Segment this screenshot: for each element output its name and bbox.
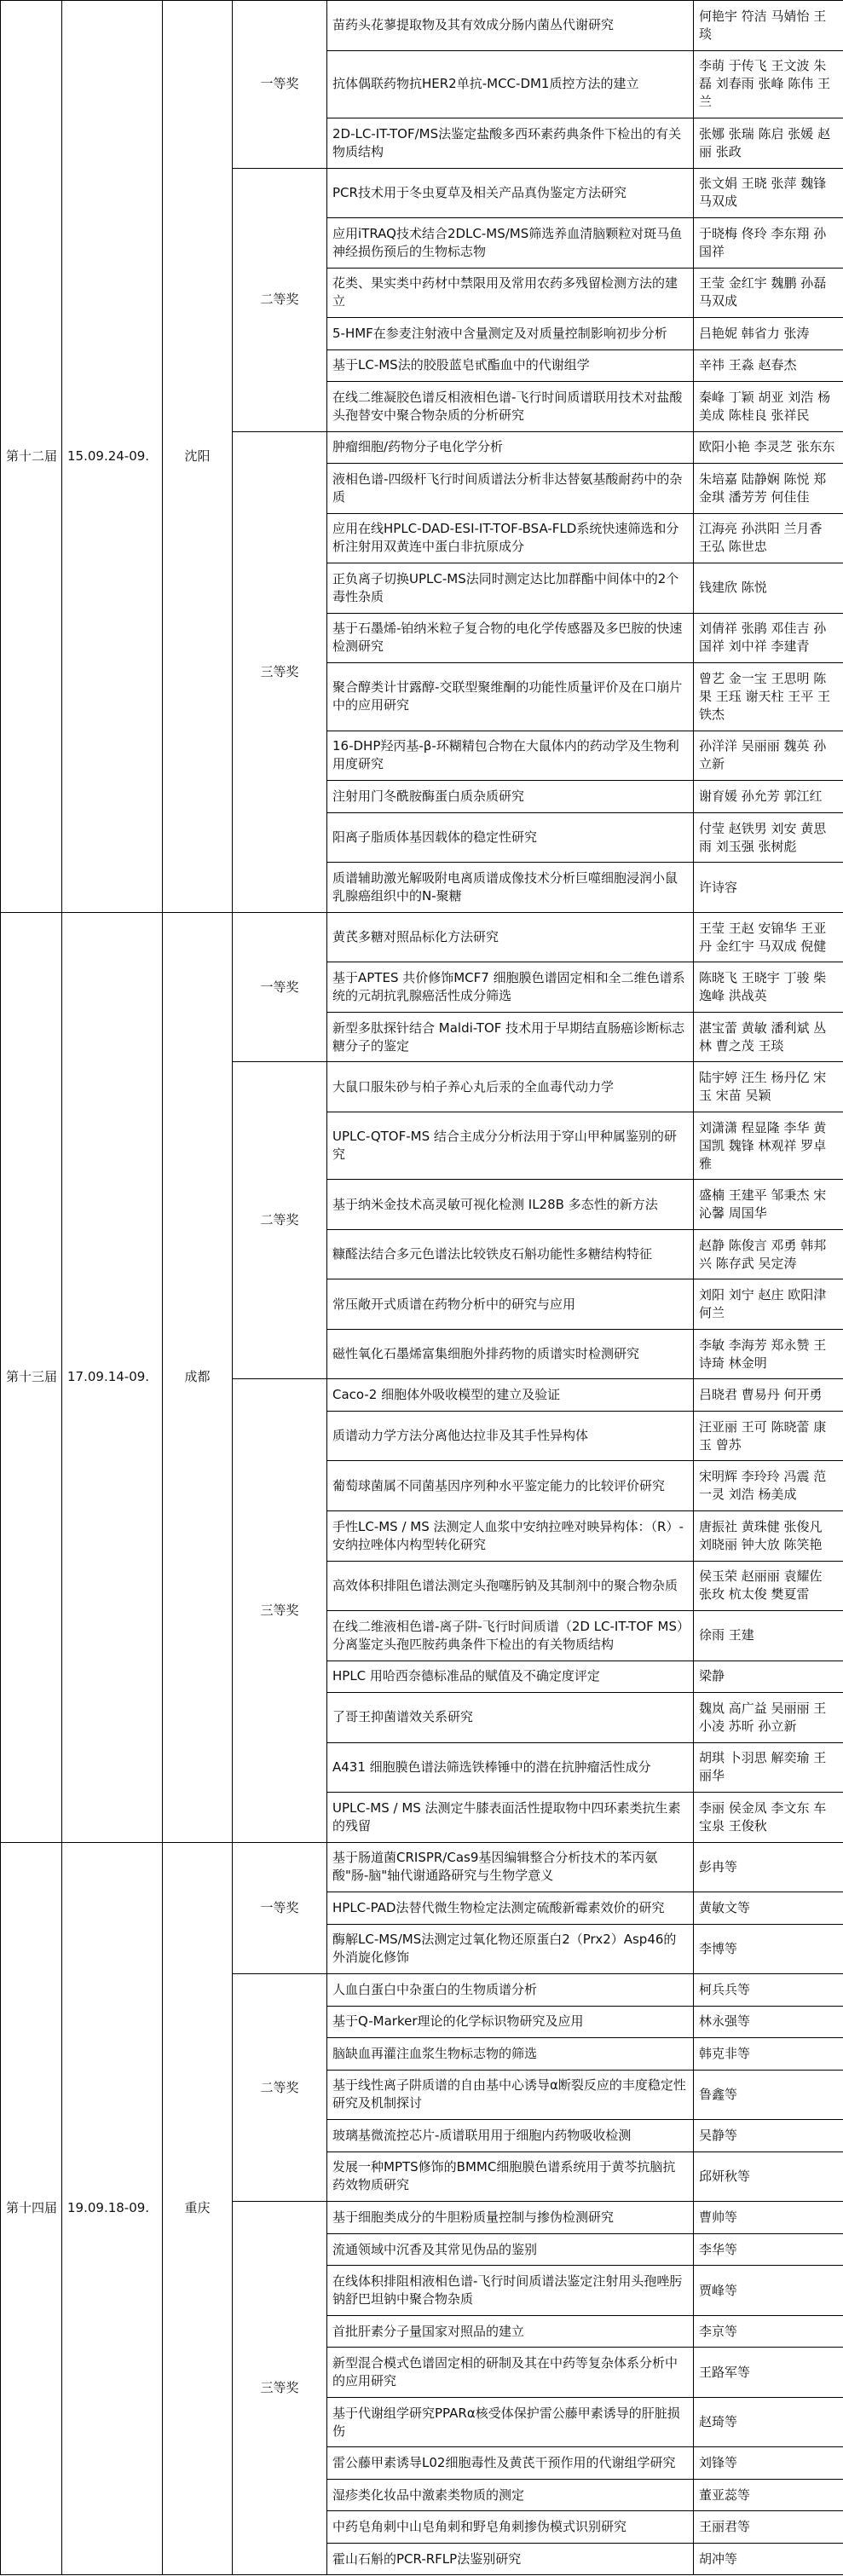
authors-cell: 钱建欣 陈悦 <box>694 563 843 614</box>
authors-cell: 欧阳小艳 李灵芝 张东东 <box>694 431 843 464</box>
project-title-cell: 雷公藤甲素诱导L02细胞毒性及黄芪干预作用的代谢组学研究 <box>327 2447 694 2480</box>
authors-cell: 徐雨 王建 <box>694 1611 843 1661</box>
project-title-cell: 基于线性离子阱质谱的自由基中心诱导α断裂反应的丰度稳定性研究及机制探讨 <box>327 2070 694 2120</box>
project-title-cell: 花类、果实类中药材中禁限用及常用农药多残留检测方法的建立 <box>327 268 694 318</box>
authors-cell: 何艳宇 符洁 马婧怡 王琰 <box>694 1 843 51</box>
edition-cell: 第十四届 <box>1 1842 62 2575</box>
project-title-cell: 高效体积排阻色谱法测定头孢噻肟钠及其制剂中的聚合物杂质 <box>327 1561 694 1611</box>
authors-cell: 胡冲等 <box>694 2543 843 2575</box>
project-title-cell: 应用iTRAQ技术结合2DLC-MS/MS筛选养血清脑颗粒对斑马鱼神经损伤预后的生物标志物 <box>327 218 694 269</box>
date-cell: 19.09.18-09. <box>62 1842 163 2575</box>
project-title-cell: 抗体偶联药物抗HER2单抗-MCC-DM1质控方法的建立 <box>327 50 694 118</box>
award-grade-cell: 二等奖 <box>233 1062 327 1379</box>
authors-cell: 陆宇婷 汪生 杨丹亿 宋玉 宋苗 吴颖 <box>694 1062 843 1112</box>
project-title-cell: 苗药头花蓼提取物及其有效成分肠内菌丛代谢研究 <box>327 1 694 51</box>
project-title-cell: 2D-LC-IT-TOF/MS法鉴定盐酸多西环素药典条件下检出的有关物质结构 <box>327 118 694 169</box>
authors-cell: 胡琪 卜羽思 解奕瑜 王丽华 <box>694 1742 843 1793</box>
authors-cell: 张娜 张瑞 陈启 张媛 赵丽 张政 <box>694 118 843 169</box>
authors-cell: 黄敏文等 <box>694 1892 843 1925</box>
authors-cell: 赵静 陈俊言 邓勇 韩邦兴 陈存武 吴定涛 <box>694 1229 843 1279</box>
award-grade-cell: 三等奖 <box>233 431 327 912</box>
authors-cell: 曾艺 金一宝 王思明 陈果 王珏 谢天柱 王平 王铁杰 <box>694 663 843 731</box>
project-title-cell: 质谱动力学方法分离他达拉非及其手性异构体 <box>327 1411 694 1461</box>
city-cell: 沈阳 <box>163 1 233 913</box>
city-cell: 成都 <box>163 912 233 1842</box>
authors-cell: 许诗容 <box>694 863 843 913</box>
project-title-cell: PCR技术用于冬虫夏草及相关产品真伪鉴定方法研究 <box>327 168 694 218</box>
project-title-cell: 基于细胞类成分的牛胆粉质量控制与掺伪检测研究 <box>327 2202 694 2234</box>
authors-cell: 汪亚丽 王可 陈晓蕾 康玉 曾苏 <box>694 1411 843 1461</box>
award-grade-cell: 一等奖 <box>233 1 327 169</box>
authors-cell: 彭冉等 <box>694 1842 843 1892</box>
project-title-cell: 在线二维凝胶色谱反相液相色谱-飞行时间质谱联用技术对盐酸头孢替安中聚合物杂质的分析研究 <box>327 382 694 432</box>
project-title-cell: 16-DHP羟丙基-β-环糊精包合物在大鼠体内的药动学及生物利用度研究 <box>327 731 694 781</box>
project-title-cell: 新型多肽探针结合 Maldi-TOF 技术用于早期结直肠癌诊断标志糖分子的鉴定 <box>327 1012 694 1062</box>
project-title-cell: 液相色谱-四级杆飞行时间质谱法分析非达替氨基酸耐药中的杂质 <box>327 464 694 514</box>
project-title-cell: HPLC-PAD法替代微生物检定法测定硫酸新霉素效价的研究 <box>327 1892 694 1925</box>
authors-cell: 朱培嘉 陆静娴 陈悦 郑金琪 潘芳芳 何佳佳 <box>694 464 843 514</box>
date-cell: 15.09.24-09. <box>62 1 163 913</box>
authors-cell: 王莹 王赵 安锦华 王亚丹 金红宇 马双成 倪健 <box>694 912 843 962</box>
project-title-cell: 玻璃基微流控芯片-质谱联用用于细胞内药物吸收检测 <box>327 2120 694 2152</box>
project-title-cell: 基于肠道菌CRISPR/Cas9基因编辑整合分析技术的苯丙氨酸"肠-脑"轴代谢通路研究与生物学意义 <box>327 1842 694 1892</box>
authors-cell: 吕艳妮 韩省力 张涛 <box>694 318 843 350</box>
project-title-cell: HPLC 用哈西奈德标准品的赋值及不确定度评定 <box>327 1661 694 1693</box>
authors-cell: 林永强等 <box>694 2006 843 2038</box>
table-row <box>1 1842 843 1892</box>
project-title-cell: 常压敞开式质谱在药物分析中的研究与应用 <box>327 1279 694 1330</box>
project-title-cell: A431 细胞膜色谱法筛选铁棒锤中的潜在抗肿瘤活性成分 <box>327 1742 694 1793</box>
authors-cell: 刘阳 刘宁 赵庄 欧阳津 何兰 <box>694 1279 843 1330</box>
authors-cell: 盛楠 王建平 邹秉杰 宋沁馨 周国华 <box>694 1180 843 1230</box>
project-title-cell: 手性LC-MS / MS 法测定人血浆中安纳拉唑对映异构体：（R）-安纳拉唑体内构型转化研究 <box>327 1510 694 1561</box>
authors-cell: 王丽君等 <box>694 2511 843 2544</box>
award-grade-cell: 三等奖 <box>233 2202 327 2575</box>
project-title-cell: 在线二维液相色谱-离子阱-飞行时间质谱（2D LC-IT-TOF MS）分离鉴定头孢匹胺药典条件下检出的有关物质结构 <box>327 1611 694 1661</box>
project-title-cell: 磁性氧化石墨烯富集细胞外排药物的质谱实时检测研究 <box>327 1329 694 1379</box>
authors-cell: 王莹 金红宇 魏鹏 孙磊 马双成 <box>694 268 843 318</box>
authors-cell: 柯兵兵等 <box>694 1974 843 2007</box>
city-cell: 重庆 <box>163 1842 233 2575</box>
project-title-cell: 5-HMF在参麦注射液中含量测定及对质量控制影响初步分析 <box>327 318 694 350</box>
authors-cell: 吴静等 <box>694 2120 843 2152</box>
project-title-cell: 酶解LC-MS/MS法测定过氧化物还原蛋白2（Prx2）Asp46的外消旋化修饰 <box>327 1924 694 1974</box>
authors-cell: 秦峰 丁颖 胡亚 刘浩 杨美成 陈桂良 张祥民 <box>694 382 843 432</box>
authors-cell: 李京等 <box>694 2315 843 2348</box>
project-title-cell: 霍山石斛的PCR-RFLP法鉴别研究 <box>327 2543 694 2575</box>
project-title-cell: 肿瘤细胞/药物分子电化学分析 <box>327 431 694 464</box>
project-title-cell: 基于代谢组学研究PPARα核受体保护雷公藤甲素诱导的肝脏损伤 <box>327 2397 694 2447</box>
authors-cell: 赵琦等 <box>694 2397 843 2447</box>
authors-cell: 唐振社 黄珠健 张俊凡 刘晓丽 钟大放 陈笑艳 <box>694 1510 843 1561</box>
authors-cell: 宋明辉 李玲玲 冯震 范一灵 刘浩 杨美成 <box>694 1461 843 1511</box>
project-title-cell: 在线体积排阻相液相色谱-飞行时间质谱法鉴定注射用头孢唑肟钠舒巴坦钠中聚合物杂质 <box>327 2266 694 2316</box>
authors-cell: 陈晓飞 王晓宇 丁骏 柴逸峰 洪战英 <box>694 962 843 1013</box>
project-title-cell: 湿疹类化妆品中激素类物质的测定 <box>327 2479 694 2511</box>
authors-cell: 刘锋等 <box>694 2447 843 2480</box>
authors-cell: 吕晓君 曹易丹 何开勇 <box>694 1379 843 1412</box>
authors-cell: 谢育媛 孙允芳 郭江红 <box>694 781 843 813</box>
authors-cell: 李丽 侯金凤 李文东 车宝泉 王俊秋 <box>694 1793 843 1843</box>
project-title-cell: 聚合醇类计甘露醇-交联型聚维酮的功能性质量评价及在口崩片中的应用研究 <box>327 663 694 731</box>
project-title-cell: 发展一种MPTS修饰的BMMC细胞膜色谱系统用于黄芩抗脑抗药效物质研究 <box>327 2151 694 2202</box>
authors-cell: 李华等 <box>694 2233 843 2266</box>
date-cell: 17.09.14-09. <box>62 912 163 1842</box>
project-title-cell: UPLC-MS / MS 法测定牛膝表面活性提取物中四环素类抗生素的残留 <box>327 1793 694 1843</box>
authors-cell: 韩克非等 <box>694 2038 843 2071</box>
authors-cell: 付莹 赵铁男 刘安 黄思雨 刘玉强 张树彪 <box>694 812 843 863</box>
project-title-cell: 人血白蛋白中杂蛋白的生物质谱分析 <box>327 1974 694 2007</box>
project-title-cell: 基于石墨烯-铂纳米粒子复合物的电化学传感器及多巴胺的快速检测研究 <box>327 613 694 663</box>
edition-cell: 第十二届 <box>1 1 62 913</box>
authors-cell: 梁静 <box>694 1661 843 1693</box>
authors-cell: 李博等 <box>694 1924 843 1974</box>
award-grade-cell: 三等奖 <box>233 1379 327 1842</box>
project-title-cell: Caco-2 细胞体外吸收模型的建立及验证 <box>327 1379 694 1412</box>
award-grade-cell: 二等奖 <box>233 1974 327 2202</box>
project-title-cell: 正负离子切换UPLC-MS法同时测定达比加群酯中间体中的2个毒性杂质 <box>327 563 694 614</box>
authors-cell: 辛祎 王淼 赵春杰 <box>694 349 843 382</box>
edition-cell: 第十三届 <box>1 912 62 1842</box>
authors-cell: 董亚蕊等 <box>694 2479 843 2511</box>
project-title-cell: UPLC-QTOF-MS 结合主成分分析法用于穿山甲种属鉴别的研究 <box>327 1112 694 1180</box>
authors-cell: 李敏 李海芳 郑永赞 王诗琦 林金明 <box>694 1329 843 1379</box>
authors-cell: 湛宝蕾 黄敏 潘利斌 丛林 曹之茂 王琰 <box>694 1012 843 1062</box>
project-title-cell: 中药皂角刺中山皂角刺和野皂角刺掺伪模式识别研究 <box>327 2511 694 2544</box>
award-grade-cell: 一等奖 <box>233 1842 327 1974</box>
authors-cell: 王路军等 <box>694 2348 843 2398</box>
project-title-cell: 阳离子脂质体基因载体的稳定性研究 <box>327 812 694 863</box>
project-title-cell: 基于Q-Marker理论的化学标识物研究及应用 <box>327 2006 694 2038</box>
award-grade-cell: 二等奖 <box>233 168 327 431</box>
authors-cell: 孙洋洋 吴丽丽 魏英 孙立新 <box>694 731 843 781</box>
authors-cell: 于晓梅 佟玲 李东翔 孙国祥 <box>694 218 843 269</box>
project-title-cell: 质谱辅助激光解吸附电离质谱成像技术分析巨噬细胞浸润小鼠乳腺癌组织中的N-聚糖 <box>327 863 694 913</box>
authors-cell: 刘潇潇 程显隆 李华 黄国凯 魏锋 林观祥 罗卓雅 <box>694 1112 843 1180</box>
award-grade-cell: 一等奖 <box>233 912 327 1062</box>
project-title-cell: 葡萄球菌属不同菌基因序列种水平鉴定能力的比较评价研究 <box>327 1461 694 1511</box>
project-title-cell: 应用在线HPLC-DAD-ESI-IT-TOF-BSA-FLD系统快速筛选和分析注射用双黄连中蛋白非抗原成分 <box>327 513 694 563</box>
project-title-cell: 糠醛法结合多元色谱法比较铁皮石斛功能性多糖结构特征 <box>327 1229 694 1279</box>
authors-cell: 刘倩祥 张鹃 邓佳吉 孙国祥 刘中祥 李建青 <box>694 613 843 663</box>
project-title-cell: 基于纳米金技术高灵敏可视化检测 IL28B 多态性的新方法 <box>327 1180 694 1230</box>
table-row <box>1 1 843 51</box>
project-title-cell: 脑缺血再灌注血浆生物标志物的筛选 <box>327 2038 694 2071</box>
authors-cell: 邱妍秋等 <box>694 2151 843 2202</box>
authors-cell: 曹帅等 <box>694 2202 843 2234</box>
authors-cell: 鲁鑫等 <box>694 2070 843 2120</box>
authors-cell: 魏岚 高广益 吴丽丽 王小凌 苏昕 孙立新 <box>694 1693 843 1743</box>
table-row <box>1 912 843 962</box>
project-title-cell: 新型混合模式色谱固定相的研制及其在中药等复杂体系分析中的应用研究 <box>327 2348 694 2398</box>
project-title-cell: 大鼠口服朱砂与柏子养心丸后汞的全血毒代动力学 <box>327 1062 694 1112</box>
authors-cell: 李萌 于传飞 王文波 朱磊 刘春雨 张峰 陈伟 王兰 <box>694 50 843 118</box>
authors-cell: 贾峰等 <box>694 2266 843 2316</box>
project-title-cell: 黄芪多糖对照品标化方法研究 <box>327 912 694 962</box>
authors-cell: 张文娟 王晓 张萍 魏锋 马双成 <box>694 168 843 218</box>
project-title-cell: 了哥王抑菌谱效关系研究 <box>327 1693 694 1743</box>
project-title-cell: 基于LC-MS法的胶股蓝皂甙酯血中的代谢组学 <box>327 349 694 382</box>
authors-cell: 江海亮 孙洪阳 兰月香 王弘 陈世忠 <box>694 513 843 563</box>
project-title-cell: 流通领域中沉香及其常见伪品的鉴别 <box>327 2233 694 2266</box>
project-title-cell: 首批肝素分子量国家对照品的建立 <box>327 2315 694 2348</box>
project-title-cell: 注射用门冬酰胺酶蛋白质杂质研究 <box>327 781 694 813</box>
authors-cell: 侯玉荣 赵丽丽 袁耀佐 张玫 杭太俊 樊夏雷 <box>694 1561 843 1611</box>
project-title-cell: 基于APTES 共价修饰MCF7 细胞膜色谱固定相和全二维色谱系统的元胡抗乳腺癌活性成分筛选 <box>327 962 694 1013</box>
